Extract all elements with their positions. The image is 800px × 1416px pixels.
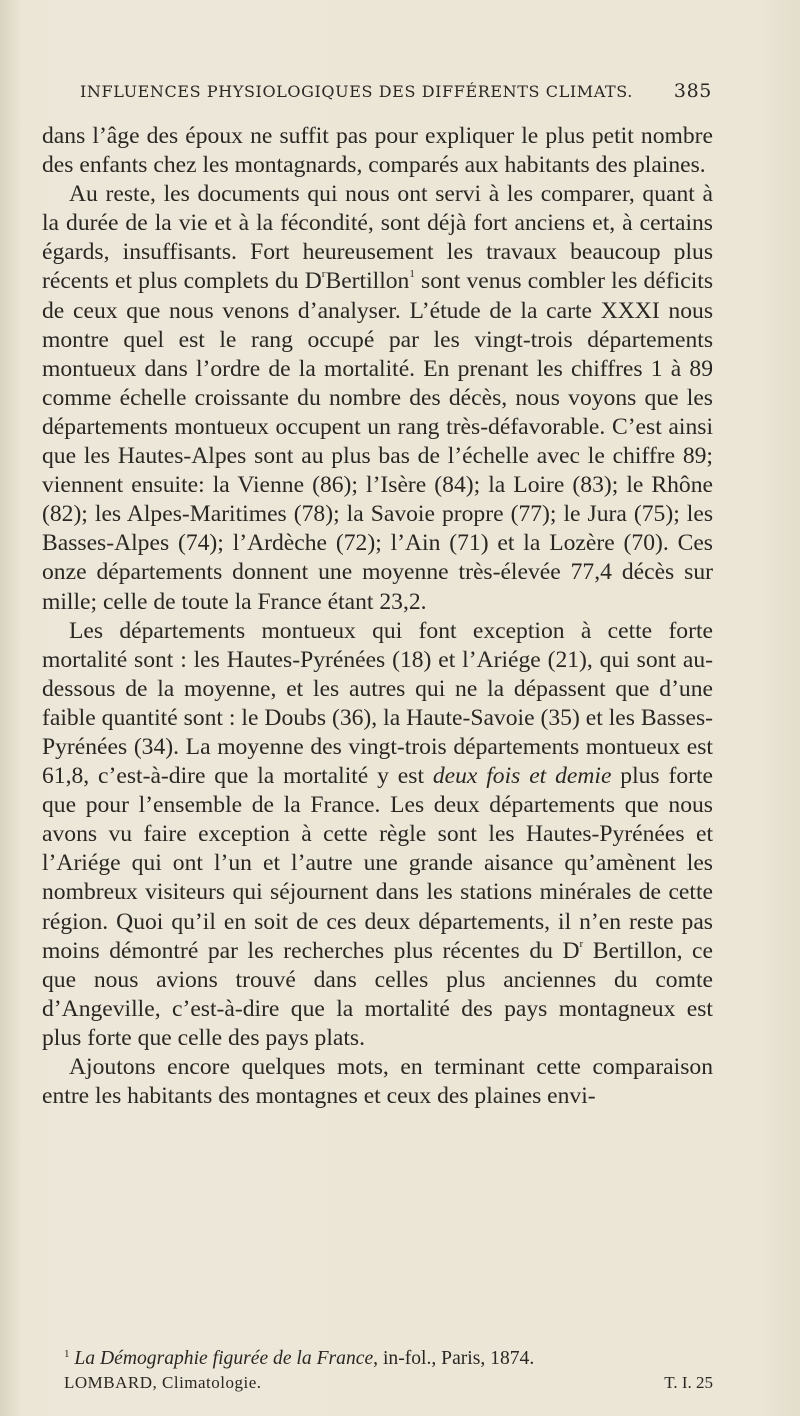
signature-left: LOMBARD, Climatologie. bbox=[64, 1373, 262, 1392]
paragraph-4 bbox=[42, 1053, 713, 1111]
paragraph-3 bbox=[42, 617, 713, 1053]
italic-emphasis: deux fois et demie bbox=[432, 763, 612, 790]
doctor-abbrev-sup: r bbox=[321, 268, 326, 281]
paragraph-3-text-c: Bertillon, ce que nous avions trouvé dans celles plus anciennes du comte d’Angeville, c’est-à-dire que la mortalité des pays montagneux est plus forte que celle des pays plats. bbox=[42, 937, 713, 1051]
footnote-mark: 1 bbox=[64, 1348, 70, 1360]
running-head: INFLUENCES PHYSIOLOGIQUES DES DIFFÉRENTS CLIMATS. bbox=[80, 82, 633, 101]
footnote-reference: 1 bbox=[409, 268, 415, 281]
footnote bbox=[42, 1347, 713, 1371]
signature-right: T. I. 25 bbox=[664, 1373, 713, 1392]
doctor-abbrev-sup-2: r bbox=[579, 937, 584, 950]
paragraph-2-text-a: Au reste, les documents qui nous ont servi à les comparer, quant à la durée de la vie et à la fécondité, sont déjà fort anciens et, à certains égards, insuffisants. Fort heureusement les travaux beaucoup plus récents et plus complets du D bbox=[42, 181, 713, 295]
body-text bbox=[42, 122, 713, 1111]
paragraph-2 bbox=[42, 180, 713, 616]
page-number: 385 bbox=[673, 80, 712, 102]
paragraph-3-text-b: plus forte que pour l’ensemble de la France. Les deux départements que nous avons vu faire exception à cette règle sont les Hautes-Pyrénées et l’Ariége qui ont l’un et l’autre une grande aisance qu’amènent les nombreux visiteurs qui séjournent dans les stations minérales de cette région. Quoi qu’il en soit de ces deux départements, il n’en reste pas moins démontré par les recherches plus récentes du D bbox=[42, 763, 714, 964]
footnote-details: , in-fol., Paris, 1874. bbox=[373, 1348, 535, 1369]
paragraph-1-text: dans l’âge des époux ne suffit pas pour expliquer le plus petit nombre des enfants chez les montagnards, comparés aux habitants des plaines. bbox=[42, 123, 713, 179]
signature-line bbox=[64, 1371, 713, 1395]
paragraph-4-text: Ajoutons encore quelques mots, en terminant cette comparaison entre les habitants des montagnes et ceux des plaines envi- bbox=[42, 1054, 713, 1110]
footnote-title: La Démographie figurée de la France bbox=[74, 1348, 374, 1369]
paragraph-1 bbox=[42, 122, 713, 180]
paragraph-3-text-a: Les départements montueux qui font exception à cette forte mortalité sont : les Hautes-Pyrénées (18) et l’Ariége (21), qui sont au-dessous de la moyenne, et les autres qui ne la dépassent que d’une faible quantité sont : le Doubs (36), la Haute-Savoie (35) et les Basses-Pyrénées (34). La moyenne des vingt-trois départements montueux est 61,8, c’est-à-dire que la mortalité y est bbox=[42, 617, 713, 790]
author-name-bertillon: Bertillon bbox=[325, 268, 410, 295]
footnote-block bbox=[42, 1347, 713, 1395]
paragraph-2-text-b: sont venus combler les déficits de ceux que nous venons d’analyser. L’étude de la carte XXXI nous montre quel est le rang occupé par les vingt-trois départements montueux dans l’ordre de la mortalité. En prenant les chiffres 1 à 89 comme échelle croissante du nombre des décès, nous voyons que les départements montueux occupent un rang très-défavorable. C’est ainsi que les Hautes-Alpes sont au plus bas de l’échelle avec le chiffre 89; viennent ensuite: la Vienne (86); l’Isère (84); la Loire (83); le Rhône (82); les Alpes-Maritimes (78); la Savoie propre (77); le Jura (75); les Basses-Alpes (74); l’Ardèche (72); l’Ain (71) et la Lozère (70). Ces onze départements donnent une moyenne très-élevée 77,4 décès sur mille; celle de toute la France étant 23,2. bbox=[42, 268, 713, 615]
